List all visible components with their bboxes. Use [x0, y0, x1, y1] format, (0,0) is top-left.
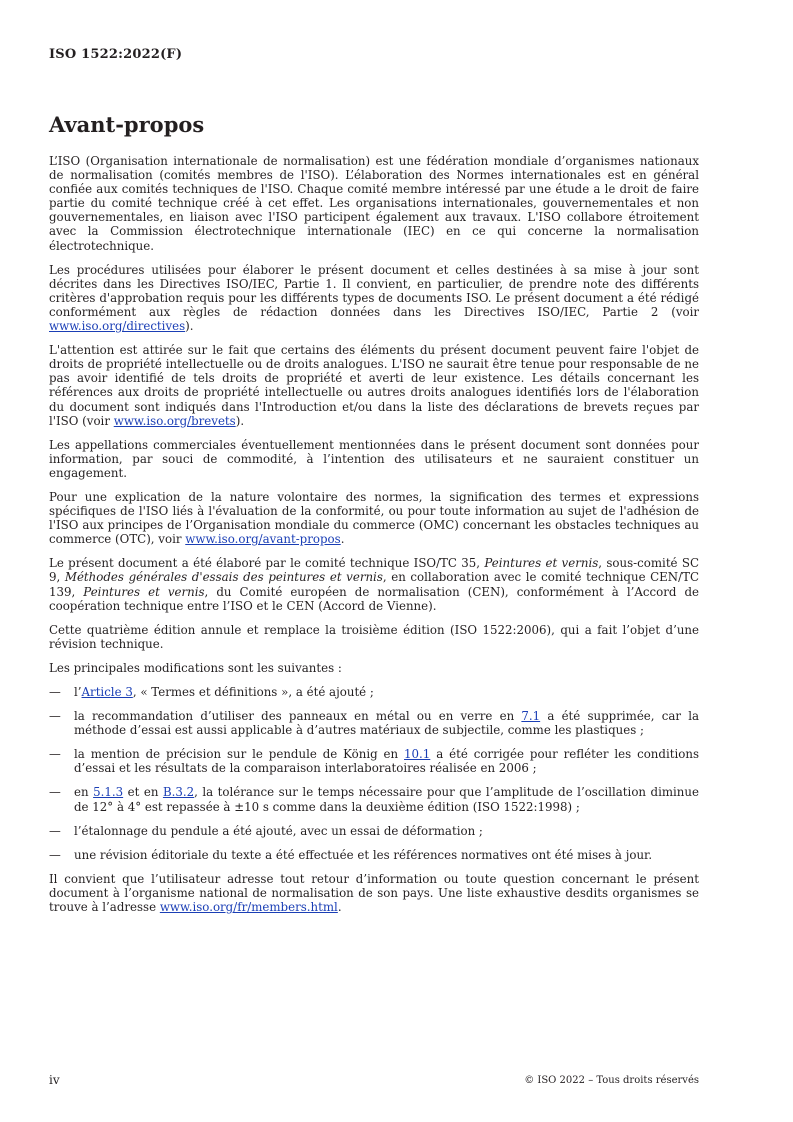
link-directives[interactable]: www.iso.org/directives: [49, 319, 186, 334]
list-item: [49, 785, 699, 813]
dash-marker: —: [49, 847, 61, 862]
item-text: l’: [74, 685, 82, 699]
paragraph-text: Il convient que l’utilisateur adresse tout retour d’information ou toute question concernant le présent document à l’organisme national de normalisation de son pays. Une liste exhaustive desdits organismes se trouve à l’adresse: [49, 871, 699, 915]
paragraph-committee: [49, 556, 699, 612]
link-members[interactable]: www.iso.org/fr/members.html: [159, 900, 338, 915]
paragraph-feedback: [49, 872, 699, 914]
paragraph-patents: [49, 343, 699, 428]
committee-title-italic: Peintures et vernis: [484, 556, 599, 571]
item-text: en: [74, 785, 94, 800]
item-text: a été corrigée pour refléter les conditions d’essai et les résultats de la comparaison interlaboratoires réalisée en 2006 ;: [74, 747, 699, 776]
page-title: Avant-propos: [49, 112, 205, 137]
list-item-text: [74, 747, 699, 775]
dash-marker: —: [49, 747, 61, 762]
item-text: la recommandation d’utiliser des panneaux en métal ou en verre en: [74, 709, 522, 724]
item-text: , « Termes et définitions », a été ajouté ;: [132, 685, 374, 699]
link-5-1-3[interactable]: 5.1.3: [93, 785, 124, 800]
list-item-text: l’étalonnage du pendule a été ajouté, avec un essai de déformation ;: [74, 823, 483, 838]
link-b-3-2[interactable]: B.3.2: [162, 785, 195, 800]
page-number: iv: [49, 1073, 60, 1087]
subcommittee-title-italic: Méthodes générales d'essais des peintures et vernis: [64, 570, 383, 585]
paragraph-changes-intro: Les principales modifications sont les suivantes :: [49, 660, 342, 675]
list-item-text: [74, 709, 699, 737]
paragraph-procedures: [49, 263, 699, 333]
paragraph-text: Les procédures utilisées pour élaborer le présent document et celles destinées à sa mise à jour sont décrites dans les Directives ISO/IEC, Partie 1. Il convient, en particulier, de prendre note des différents critères d'approbation requis pour les différents types de documents ISO. Le présent document a été rédigé conformément aux règles de rédaction données dans les Directives ISO/IEC, Partie 2 (voir: [49, 262, 699, 319]
link-brevets[interactable]: www.iso.org/brevets: [113, 413, 236, 428]
list-item-text: [74, 685, 699, 699]
list-item: [49, 824, 699, 838]
paragraph-text: Le présent document a été élaboré par le comité technique ISO/TC 35,: [49, 556, 485, 571]
link-10-1[interactable]: 10.1: [404, 747, 431, 762]
item-text: la mention de précision sur le pendule de König en: [74, 747, 405, 762]
item-text: et en: [123, 785, 163, 800]
paragraph-text: Pour une explication de la nature volontaire des normes, la signification des termes et expressions spécifiques de l'ISO liés à l'évaluation de la conformité, ou pour toute information au sujet de l'adhésion de l'ISO aux principes de l’Organisation mondiale du commerce (OMC) concernant les obstacles techniques au commerce (OTC), voir: [49, 489, 699, 547]
item-text: , la tolérance sur le temps nécessaire pour que l’amplitude de l’oscillation diminue de 12° à 4° est repassée à ±10 s comme dans la deuxième édition (ISO 1522:1998) ;: [74, 785, 699, 814]
paragraph-iso-intro: L’ISO (Organisation internationale de normalisation) est une fédération mondiale d’organismes nationaux de normalisation (comités membres de l'ISO). L’élaboration des Normes internationales est en général confiée aux comités techniques de l'ISO. Chaque comité membre intéressé par une étude a le droit de faire partie du comité technique créé à cet effet. Les organisations internationales, gouvernementales et non gouvernementales, en liaison avec l'ISO participent également aux travaux. L'ISO collabore étroitement avec la Commission électrotechnique internationale (IEC) en ce qui concerne la normalisation électrotechnique.: [49, 154, 699, 253]
paragraph-text: , du Comité européen de normalisation (CEN), conformément à l’Accord de coopération technique entre l’ISO et le CEN (Accord de Vienne).: [49, 584, 699, 613]
link-article-3[interactable]: Article 3: [81, 685, 133, 699]
dash-marker: —: [49, 785, 61, 800]
dash-marker: —: [49, 823, 61, 838]
list-item: [49, 685, 699, 699]
paragraph-text: , sous-comité SC 9,: [49, 556, 699, 585]
paragraph-text: L'attention est attirée sur le fait que certains des éléments du présent document peuvent faire l'objet de droits de propriété intellectuelle ou de droits analogues. L'ISO ne saurait être tenue pour responsable de ne pas avoir identifié de tels droits de propriété et averti de leur existence. Les détails concernant les références aux droits de propriété intellectuelle ou autres droits analogues identifiés lors de l'élaboration du document sont indiqués dans l'Introduction et/ou dans la liste des déclarations de brevets reçues par l'ISO (voir: [49, 343, 699, 428]
paragraph-trade-names: Les appellations commerciales éventuellement mentionnées dans le présent document sont données pour information, par souci de commodité, à l’intention des utilisateurs et ne sauraient constituer un engagement.: [49, 437, 699, 480]
cen-committee-title-italic: Peintures et vernis: [83, 584, 205, 599]
list-item-text: [74, 785, 699, 813]
list-item-text: une révision éditoriale du texte a été effectuée et les références normatives ont été mises à jour.: [74, 847, 653, 862]
paragraph-edition: Cette quatrième édition annule et remplace la troisième édition (ISO 1522:2006), qui a fait l’objet d’une révision technique.: [49, 622, 699, 651]
document-id: ISO 1522:2022(F): [49, 47, 183, 62]
list-item: [49, 848, 699, 862]
paragraph-end: ).: [185, 319, 194, 334]
list-item: [49, 709, 699, 737]
paragraph-end: .: [340, 532, 345, 547]
dash-marker: —: [49, 709, 61, 724]
copyright-notice: © ISO 2022 – Tous droits réservés: [524, 1075, 699, 1086]
link-avant-propos[interactable]: www.iso.org/avant-propos: [185, 532, 341, 547]
paragraph-voluntary-nature: [49, 490, 699, 546]
item-text: a été supprimée, car la méthode d’essai est aussi applicable à d’autres matériaux de subjectile, comme les plastiques ;: [74, 709, 700, 738]
paragraph-text: , en collaboration avec le comité technique CEN/TC 139,: [49, 570, 699, 599]
paragraph-end: .: [337, 900, 342, 915]
paragraph-end: ).: [235, 413, 245, 428]
foreword-body: [49, 154, 699, 924]
list-item: [49, 747, 699, 775]
dash-marker: —: [49, 685, 61, 699]
link-7-1[interactable]: 7.1: [521, 709, 541, 724]
